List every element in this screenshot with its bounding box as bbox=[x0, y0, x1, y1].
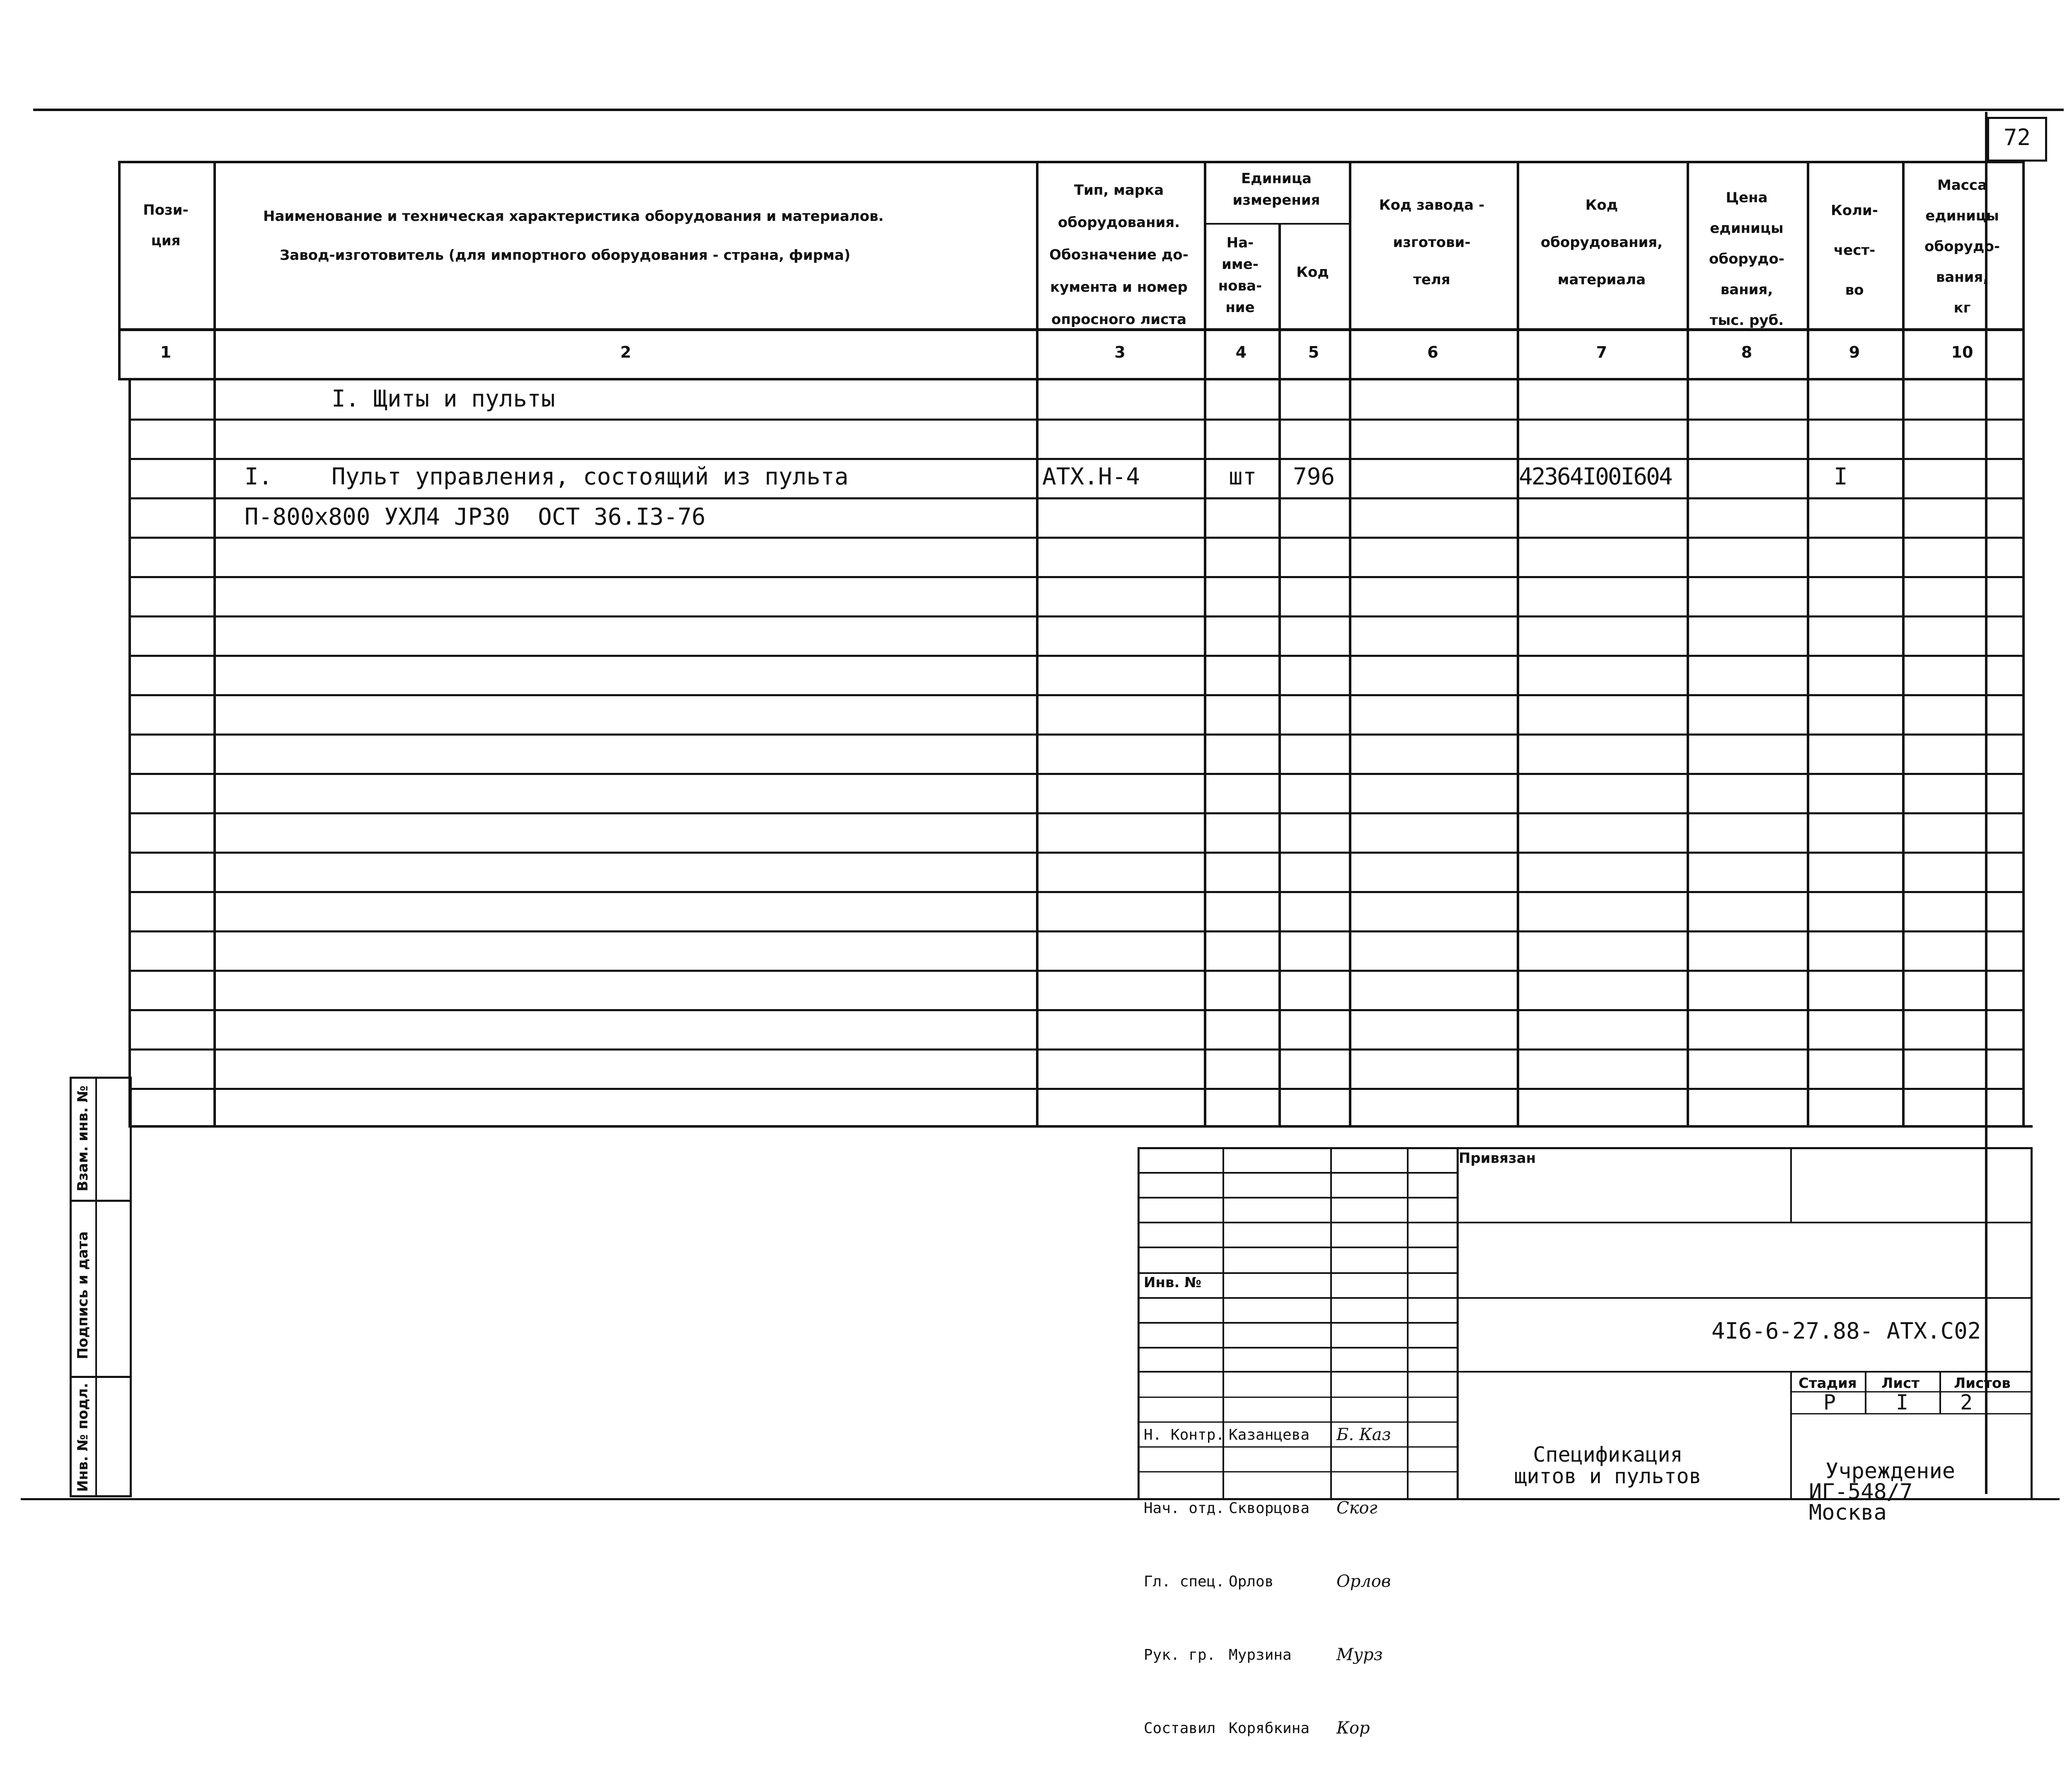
table-column-line bbox=[1349, 161, 1351, 1126]
organization: Учреждение ИГ-548/7 Москва bbox=[1809, 1459, 1956, 1525]
row-quantity: I bbox=[1834, 463, 1848, 490]
table-column-line bbox=[2022, 161, 2025, 1126]
table-bottom-line bbox=[128, 1125, 2033, 1128]
sidebar-label-signature-date: Подпись и дата bbox=[75, 1231, 91, 1359]
row-name: Пульт управления, состоящий из пульта bbox=[332, 463, 849, 490]
header-col5: Код bbox=[1296, 264, 1329, 281]
header-unit: Единица измерения bbox=[1232, 170, 1320, 208]
tb-attached-col bbox=[1790, 1147, 1792, 1222]
colnum-2: 2 bbox=[620, 343, 632, 361]
colnum-9: 9 bbox=[1849, 343, 1860, 361]
tb-left-row bbox=[1138, 1197, 1457, 1198]
colnum-1: 1 bbox=[160, 343, 172, 361]
table-column-line bbox=[1517, 161, 1519, 1126]
tb-left-row bbox=[1138, 1322, 1457, 1324]
tb-left-row bbox=[1138, 1272, 1457, 1274]
table-header-top bbox=[118, 161, 2024, 163]
header-col3: Тип, марка оборудования. Обозначение до- кумента и номер опросного листа bbox=[1049, 182, 1188, 328]
table-row-line bbox=[128, 812, 2024, 814]
tb-left-col bbox=[1330, 1147, 1332, 1499]
header-col9: Коли- чест- во bbox=[1831, 202, 1878, 298]
stage-value: Р bbox=[1823, 1390, 1836, 1414]
table-row-line bbox=[128, 615, 2024, 617]
signature-names: Казанцева Скворцова Орлов Мурзина Корябкина bbox=[1229, 1426, 1310, 1737]
sheet-label: Лист bbox=[1881, 1375, 1920, 1392]
tb-right-row bbox=[1457, 1297, 2033, 1299]
row-name-continued: П-800х800 УХЛ4 ЈР30 ОСТ 36.I3-76 bbox=[244, 504, 706, 530]
table-row-line bbox=[128, 497, 2024, 499]
tb-stage-col bbox=[1939, 1371, 1941, 1413]
tb-left-row bbox=[1138, 1371, 1457, 1373]
colnum-4: 4 bbox=[1235, 343, 1247, 361]
table-column-line bbox=[213, 161, 216, 1126]
section-title: I. Щиты и пульты bbox=[332, 385, 555, 412]
sidebar-divider bbox=[95, 1077, 97, 1497]
document-title: Спецификация щитов и пультов bbox=[1514, 1443, 1702, 1488]
row-unit: шт bbox=[1229, 463, 1257, 490]
tb-right bbox=[2031, 1147, 2033, 1499]
row-position: I. bbox=[244, 463, 273, 490]
sheet-value: I bbox=[1896, 1390, 1909, 1414]
table-row-line bbox=[128, 694, 2024, 696]
document-code: 4I6-6-27.88- АТХ.С02 bbox=[1711, 1318, 1981, 1344]
header-col6: Код завода - изготови- теля bbox=[1379, 197, 1485, 288]
row-unit-code: 796 bbox=[1293, 463, 1335, 490]
tb-top bbox=[1138, 1147, 2033, 1149]
tb-stage-col bbox=[1865, 1371, 1866, 1413]
sheet-number: 72 bbox=[2003, 124, 2031, 150]
sheets-label: Листов bbox=[1954, 1375, 2011, 1392]
inv-label: Инв. № bbox=[1144, 1274, 1202, 1291]
stage-label: Стадия bbox=[1798, 1375, 1857, 1392]
row-equipment-code: 42364I00I604 bbox=[1519, 463, 1672, 490]
row-type: АТХ.Н-4 bbox=[1042, 463, 1140, 490]
tb-stage-col bbox=[1790, 1371, 1792, 1499]
table-row-line bbox=[128, 773, 2024, 775]
colnum-10: 10 bbox=[1951, 343, 1973, 361]
table-row-line bbox=[128, 655, 2024, 657]
table-row-line bbox=[128, 419, 2024, 421]
tb-left-col bbox=[1407, 1147, 1409, 1499]
table-row-line bbox=[128, 852, 2024, 854]
table-row-line bbox=[128, 1009, 2024, 1011]
sidebar-divider bbox=[70, 1376, 132, 1378]
table-row-line bbox=[128, 1088, 2024, 1090]
sidebar-divider bbox=[70, 1200, 132, 1202]
handwritten-signatures: Б. Каз Ског Орлов Мурз Кор bbox=[1336, 1425, 1391, 1738]
header-col1: Пози- ция bbox=[143, 202, 189, 249]
tb-left-row bbox=[1138, 1172, 1457, 1174]
table-row-line bbox=[128, 970, 2024, 972]
header-col8: Цена единицы оборудо- вания, тыс. руб. bbox=[1709, 189, 1784, 329]
tb-left-row bbox=[1138, 1297, 1457, 1299]
top-frame-line bbox=[33, 109, 2064, 111]
table-row-line bbox=[128, 734, 2024, 736]
colnum-6: 6 bbox=[1427, 343, 1438, 361]
tb-left-row bbox=[1138, 1347, 1457, 1349]
signature-roles: Н. Контр. Нач. отд. Гл. спец. Рук. гр. Составил bbox=[1144, 1426, 1225, 1737]
table-row-line bbox=[128, 537, 2024, 539]
colnum-5: 5 bbox=[1308, 343, 1319, 361]
sheets-value: 2 bbox=[1960, 1390, 1973, 1414]
sidebar-label-orig-inv: Инв. № подл. bbox=[75, 1382, 91, 1492]
unit-header-divider bbox=[1204, 223, 1349, 225]
table-row-line bbox=[128, 891, 2024, 893]
table-row-line bbox=[128, 930, 2024, 932]
header-col2: Наименование и техническая характеристика оборудования и материалов. Завод-изготовитель (для импортного оборудования - страна, фирма) bbox=[263, 208, 884, 264]
table-row-line bbox=[128, 576, 2024, 578]
table-row-line bbox=[128, 1048, 2024, 1051]
colnum-3: 3 bbox=[1114, 343, 1126, 361]
tb-left-row bbox=[1138, 1222, 1457, 1223]
tb-right-row bbox=[1457, 1222, 2033, 1223]
colnum-8: 8 bbox=[1741, 343, 1752, 361]
tb-left-row bbox=[1138, 1247, 1457, 1248]
column-numbers-bottom bbox=[118, 378, 2024, 380]
colnum-7: 7 bbox=[1596, 343, 1607, 361]
header-col10: Масса единицы оборудо- вания, кг bbox=[1924, 177, 2000, 316]
sidebar-label-replace-inv: Взам. инв. № bbox=[75, 1085, 91, 1191]
tb-right-row bbox=[1457, 1371, 2033, 1373]
header-col7: Код оборудования, материала bbox=[1540, 197, 1663, 288]
table-left-body-line bbox=[128, 378, 131, 1126]
header-col4: На- име- нова- ние bbox=[1218, 235, 1262, 316]
table-row-line bbox=[128, 458, 2024, 460]
attached-label: Привязан bbox=[1459, 1150, 1536, 1167]
